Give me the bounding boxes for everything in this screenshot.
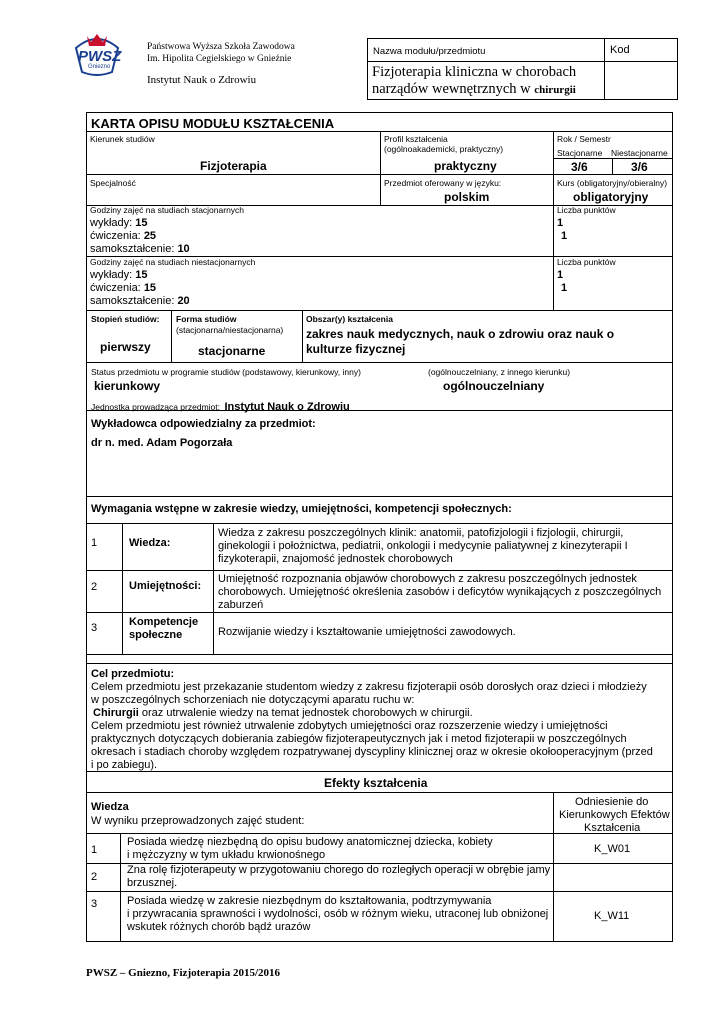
wykladowca-value: dr n. med. Adam Pogorzała [91,437,233,449]
forma-label: Forma studiów [176,314,237,324]
wykladowca-label: Wykładowca odpowiedzialny za przedmiot: [91,418,316,430]
samo-label: samokształcenie: [90,243,175,255]
efekt-2-line-1: Zna rolę fizjoterapeuty w przygotowaniu chorego do rozległych operacji w obrębie jamy [127,864,551,876]
cel-line-4: Celem przedmiotu jest również utrwalenie zdobytych umiejętności oraz rozszerzenie wiedzy i umiejętności [91,720,608,732]
module-name-line1: Fizjoterapia kliniczna w chorobach [372,64,577,80]
pkt-niestac-value-1: 1 [557,269,564,281]
cwiczenia-niestac-value: 15 [143,282,157,294]
cel-line-1: Celem przedmiotu jest przekazanie studentom wiedzy z zakresu fizjoterapii osób dorosłych oraz dzieci i młodzieży [91,681,647,693]
pkt-niestac-label: Liczba punktów [557,257,616,267]
wyklady-label-2: wykłady: [90,269,133,281]
rok-niestac-value: 3/6 [631,160,648,174]
req-3-name-line1: Kompetencje [129,616,199,628]
institute-name: Instytut Nauk o Zdrowiu [147,74,257,86]
jezyk-label: Przedmiot oferowany w języku: [384,178,502,188]
jednostka-row [91,397,350,415]
cel-line-3 [93,707,473,720]
efekty-title: Efekty kształcenia [324,776,428,790]
module-name-line2-text: narządów wewnętrznych w [372,81,531,97]
stacjonarne-label: Stacjonarne [557,148,603,158]
module-name-suffix: chirurgii [534,84,576,96]
efekt-3-line-3: wskutek różnych chorób bądź urazów [127,921,311,933]
odniesienie-line2: Kierunkowych Efektów [559,809,670,821]
status-value: kierunkowy [94,379,161,393]
wyklady-stac-value: 15 [135,217,148,229]
profil-label: Profil kształcenia [384,134,448,144]
efekt-3-ref: K_W11 [594,910,630,922]
kurs-value: obligatoryjny [573,190,649,204]
cel-title: Cel przedmiotu: [91,668,175,680]
wyklady-niestac [90,269,148,282]
samo-label-2: samokształcenie: [90,295,175,307]
cel-line-3-bold: Chirurgii [93,707,139,719]
school-logo [72,30,122,78]
efekt-2-num: 2 [91,871,98,883]
efekt-2-line-2: brzusznej. [127,877,178,889]
logo-text: PWSZ [78,48,122,65]
stopien-label: Stopień studiów: [91,314,160,324]
wyklady-niestac-value: 15 [135,269,148,281]
niestacjonarne-label: Niestacjonarne [611,148,668,158]
wyklady-label: wykłady: [90,217,133,229]
cwiczenia-stac [90,230,156,243]
req-2-line-2: chorobowych. Umiejętność określenia zasobów i deficytów wynikających z poszczególnych [218,586,662,598]
cwiczenia-niestac [90,282,156,295]
efekt-3-line-2: i przywracania sprawności i wydolności, osób w różnym wieku, utraconej lub obniżonej [127,908,549,920]
rok-stac-value: 3/6 [571,160,588,174]
req-1-line-3: fizykoterapii, znajomość jednostek chorobowych [218,553,453,565]
efekt-3-num: 3 [91,898,98,910]
ogolno-value: ogólnouczelniany [443,379,545,393]
req-2-line-1: Umiejętność rozpoznania objawów chorobowych z zakresu poszczególnych jednostek [218,573,637,585]
efekt-1-ref: K_W01 [594,843,631,855]
school-name-line1: Państwowa Wyższa Szkoła Zawodowa [147,42,295,52]
req-3-num: 3 [91,622,98,634]
cel-line-3-rest: oraz utrwalenie wiedzy na temat jednostek chorobowych w chirurgii. [138,707,473,719]
samo-stac-value: 10 [177,243,190,255]
obszar-value-line2: kulturze fizycznej [306,342,406,356]
cel-line-2: w poszczególnych schorzeniach nie dotyczącymi aparatu ruchu w: [91,694,415,706]
status-label: Status przedmiotu w programie studiów (podstawowy, kierunkowy, inny) [91,367,361,377]
forma-value: stacjonarne [198,344,266,358]
profil-sublabel: (ogólnoakademicki, praktyczny) [384,144,504,154]
specjalnosc-label: Specjalność [90,178,136,188]
pkt-stac-value-2: 1 [561,230,568,242]
cwiczenia-stac-value: 25 [143,230,157,242]
cel-line-7: i po zabiegu). [91,759,158,771]
obszar-value-line1: zakres nauk medycznych, nauk o zdrowiu oraz nauk o [306,327,615,341]
kurs-label: Kurs (obligatoryjny/obieralny) [557,178,668,188]
req-1-name: Wiedza: [129,537,171,549]
godz-stac-label: Godziny zajęć na studiach stacjonarnych [90,205,245,215]
req-3-line-1: Rozwijanie wiedzy i kształtowanie umiejętności zawodowych. [218,626,516,638]
pkt-stac-value-1: 1 [557,217,564,229]
card-title: KARTA OPISU MODUŁU KSZTAŁCENIA [91,116,335,131]
req-1-line-2: ginekologii i położnictwa, pediatrii, onkologii i medycynie paliatywnej z kinezyterapii I [218,540,628,552]
cel-line-5: praktycznych dotyczących dobierania zabiegów fizjoterapeutycznych jak i metod fizjoterapii w poszczególnych [91,733,627,745]
efekt-3-line-1: Posiada wiedzę w zakresie niezbędnym do kształtowania, podtrzymywania [127,895,492,907]
obszar-label: Obszar(y) kształcenia [306,314,393,324]
req-1-num: 1 [91,537,98,549]
wiedza-subtitle: W wyniku przeprowadzonych zajęć student: [91,815,305,827]
rok-label: Rok / Semestr [557,134,611,144]
jednostka-label: Jednostka prowadząca przedmiot: [91,402,220,412]
req-2-line-3: zaburzeń [218,599,264,611]
godz-niestac-label: Godziny zajęć na studiach niestacjonarnych [90,257,256,267]
samo-niestac-value: 20 [177,295,190,307]
kierunek-value: Fizjoterapia [200,159,267,173]
code-label: Kod [610,44,630,56]
efekt-1-line-2: i mężczyzny w tym układu krwionośnego [127,849,326,861]
efekt-1-line-1: Posiada wiedzę niezbędną do opisu budowy anatomicznej dziecka, kobiety [127,836,493,848]
req-2-num: 2 [91,581,98,593]
cel-line-6: okresach i stadiach choroby względem rozpatrywanej dyscypliny klinicznej oraz w okresie okołooperacyjnym (przed [91,746,653,758]
jezyk-value: polskim [444,190,490,204]
wymagania-label: Wymagania wstępne w zakresie wiedzy, umiejętności, kompetencji społecznych: [91,503,512,515]
logo-subtext: Gniezno [88,64,111,70]
samo-niestac [90,295,190,308]
pkt-stac-label: Liczba punktów [557,205,616,215]
req-3-name-line2: społeczne [129,629,183,641]
module-label: Nazwa modułu/przedmiotu [373,46,486,57]
module-name-line2 [372,81,576,98]
ogolno-label: (ogólnouczelniany, z innego kierunku) [428,367,571,377]
kierunek-label: Kierunek studiów [90,134,155,144]
forma-sublabel: (stacjonarna/niestacjonarna) [176,325,284,335]
stopien-value: pierwszy [100,340,151,354]
req-2-name: Umiejętności: [129,580,202,592]
profil-value: praktyczny [434,159,497,173]
pkt-niestac-value-2: 1 [561,282,568,294]
cwiczenia-label-2: ćwiczenia: [90,282,141,294]
school-name-line2: Im. Hipolita Cegielskiego w Gnieźnie [147,54,292,64]
cwiczenia-label: ćwiczenia: [90,230,141,242]
req-1-line-1: Wiedza z zakresu poszczególnych klinik: anatomii, patofizjologii i fizjologii, chirurgii, [218,527,624,539]
odniesienie-line3: Kształcenia [584,822,641,834]
wiedza-title: Wiedza [91,801,129,813]
wyklady-stac [90,217,148,230]
samo-stac [90,243,190,256]
odniesienie-line1: Odniesienie do [575,796,649,808]
efekt-1-num: 1 [91,844,98,856]
footer-text: PWSZ – Gniezno, Fizjoterapia 2015/2016 [86,967,281,979]
jednostka-value: Instytut Nauk o Zdrowiu [224,401,350,413]
